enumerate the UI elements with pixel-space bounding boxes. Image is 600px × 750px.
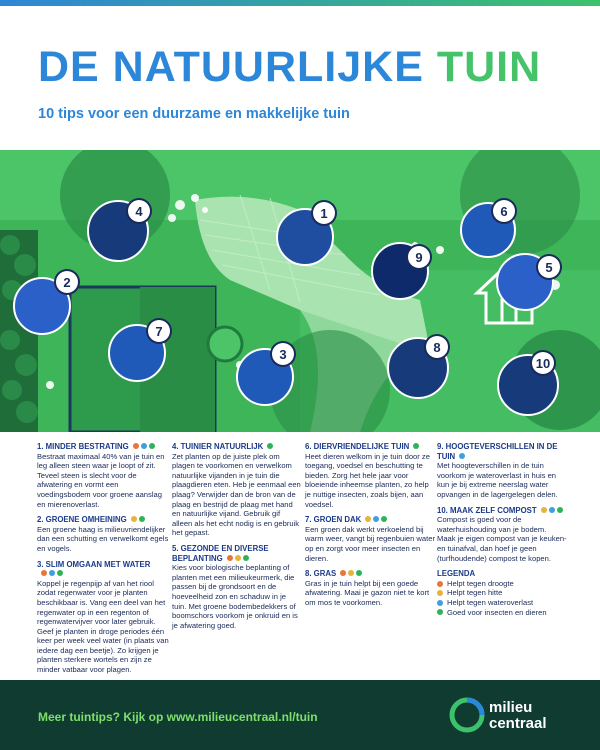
garden-illustration: [0, 150, 600, 432]
legend-item-nature: Goed voor insecten en dieren: [437, 608, 567, 618]
tip-2-text: Een groene haag is milieuvriendelijker dan een schutting en verwelkomt egels en vogels.: [37, 524, 169, 553]
tip-2-title: 2. GROENE OMHEINING: [37, 515, 127, 525]
tip-7-title: 7. GROEN DAK: [305, 515, 362, 525]
tip-8: [305, 569, 435, 607]
marker-8[interactable]: 8: [426, 336, 448, 358]
tip-6-text: Heet dieren welkom in je tuin door ze toegang, voedsel en beschutting te bieden. Zorg het hele jaar voor bloeiende inheemse planten, zo help je nuttige insecten, zoals bijen, aan voedsel.: [305, 451, 430, 509]
tip-9: [437, 442, 567, 500]
marker-5[interactable]: 5: [538, 256, 560, 278]
tip-6: [305, 442, 435, 509]
tips-section: [37, 442, 567, 675]
marker-7[interactable]: 7: [148, 320, 170, 342]
title-part-2: TUIN: [436, 43, 542, 91]
marker-10[interactable]: 10: [532, 352, 554, 374]
tip-9-text: Met hoogteverschillen in de tuin voorkom je wateroverlast in huis en kun je bij extreme neerslag water opvangen in de lagergelegen delen.: [437, 461, 558, 499]
tip-4: [172, 442, 302, 538]
tip-8-text: Gras in je tuin helpt bij een goede afwatering. Maai je gazon niet te kort om mos te voorkomen.: [305, 578, 430, 607]
logo-text: milieu centraal: [489, 699, 547, 732]
tip-10-text: Compost is goed voor de waterhuishouding van je bodem. Maak je eigen compost van je keuken- en tuinafval, dan hoef je geen (turfhoudende) compost te kopen.: [437, 515, 567, 563]
tip-7: [305, 515, 435, 563]
tip-2: [37, 515, 170, 553]
page-title: [38, 43, 542, 91]
tip-3-title: 3. SLIM OMGAAN MET WATER: [37, 559, 151, 569]
tip-1-title: 1. MINDER BESTRATING: [37, 442, 129, 451]
marker-3[interactable]: 3: [272, 343, 294, 365]
tip-9-title: 9. HOOGTEVERSCHILLEN IN DE TUIN: [437, 442, 558, 461]
tip-3-text: Koppel je regenpijp af van het riool zodat regenwater voor je planten beschikbaar is. Vang een deel van het regenwater op in een regenton of regenwatervijver voor later gebruik. Geef je planten in droge periodes één keer per week veel water (in plaats van iedere dag een beetje). Zo krijgen je planten sterkere wortels en zijn ze minder vatbaar voor plagen.: [37, 578, 169, 675]
tip-10: [437, 506, 567, 564]
marker-6[interactable]: 6: [493, 200, 515, 222]
tip-1: [37, 442, 170, 509]
tip-1-text: Bestraat maximaal 40% van je tuin en leg alleen steen waar je loopt of zit. Teveel steen is slecht voor de afwatering en vormt een voedingsbodem voor groene aanslag en mierenoverlast.: [37, 451, 165, 509]
legend-item-heat: Helpt tegen hitte: [437, 588, 567, 598]
footer: [0, 680, 600, 750]
legend-title: LEGENDA: [437, 569, 476, 579]
legend: [437, 569, 567, 617]
top-stripe: [0, 0, 600, 6]
tip-7-text: Een groen dak werkt verkoelend bij warm weer, vangt bij regenbuien water op en zorgt voor meer insecten en dieren.: [305, 524, 436, 563]
marker-1[interactable]: 1: [313, 202, 335, 224]
legend-item-flooding: Helpt tegen wateroverlast: [437, 598, 567, 608]
tip-5: [172, 544, 302, 630]
marker-9[interactable]: 9: [408, 246, 430, 268]
tip-4-text: Zet planten op de juiste plek om plagen te voorkomen en verwelkom natuurlijke vijanden in je tuin die plaagdieren eten. Heb je eenmaal een plaag? Verwijder dan de bron van de plaag en bestrijd de plaag met hand en natuurlijke vijand. Gebruik gif alleen als het echt nodig is en gebruik het gepast.: [172, 451, 301, 538]
tip-8-title: 8. GRAS: [305, 569, 337, 579]
legend-item-drought: Helpt tegen droogte: [437, 579, 567, 589]
logo-ring-icon: [447, 695, 487, 735]
marker-4[interactable]: 4: [128, 200, 150, 222]
tip-3: [37, 560, 170, 675]
milieucentraal-logo[interactable]: [447, 695, 587, 739]
tip-6-title: 6. DIERVRIENDELIJKE TUIN: [305, 442, 410, 451]
tip-10-title: 10. MAAK ZELF COMPOST: [437, 505, 537, 515]
tip-5-text: Kies voor biologische beplanting of planten met een milieukeurmerk, die passen bij de grondsoort en de hoeveelheid zon en schaduw in je tuin. Met groene bodembedekkers of boomschors voorkom je onkruid en is je afwatering goed.: [172, 563, 298, 630]
tip-5-title: 5. GEZONDE EN DIVERSE BEPLANTING: [172, 543, 269, 563]
page-subtitle: 10 tips voor een duurzame en makkelijke tuin: [38, 106, 350, 122]
marker-2[interactable]: 2: [56, 271, 78, 293]
tip-4-title: 4. TUINIER NATUURLIJK: [172, 442, 264, 451]
footer-link[interactable]: Meer tuintips? Kijk op www.milieucentraal.nl/tuin: [38, 710, 318, 724]
title-part-1: DE NATUURLIJKE: [38, 43, 424, 91]
